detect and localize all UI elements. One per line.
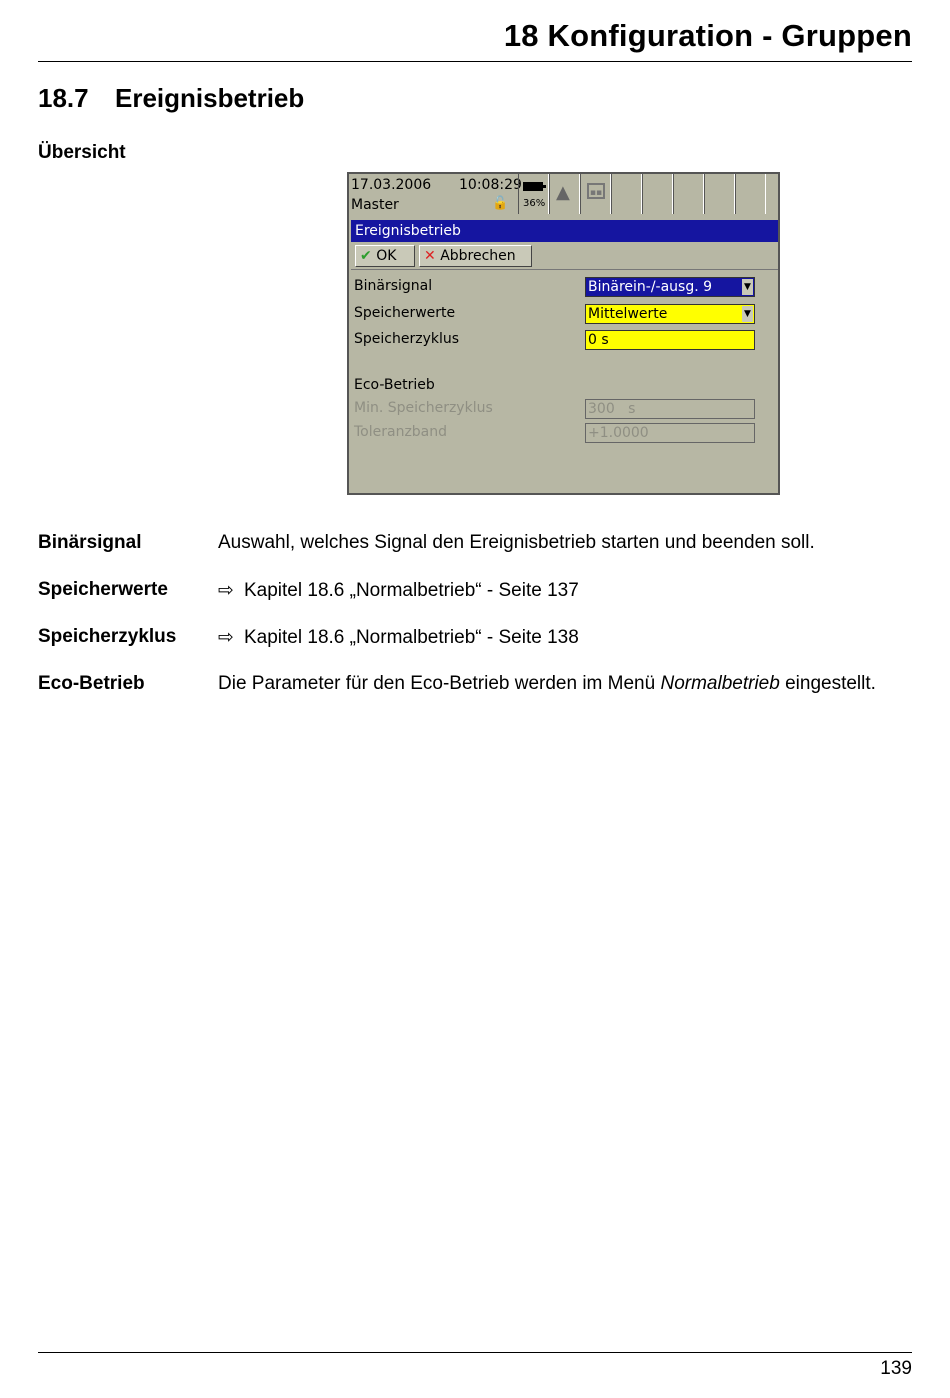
empty-cell: [611, 174, 642, 214]
speicherzyklus-label: Speicherzyklus: [354, 331, 460, 347]
empty-cell: [704, 174, 735, 214]
section-heading: [38, 83, 304, 114]
definition-desc-wrap: [218, 673, 876, 695]
footer-rule: [38, 1352, 912, 1353]
desc-text: Die Parameter für den Eco-Betrieb werden im Menü: [218, 673, 661, 694]
separator: [351, 269, 778, 270]
speicherzyklus-value: 0 s: [588, 332, 609, 348]
tolerance-label: Toleranzband: [354, 424, 448, 440]
section-number: 18.7: [38, 83, 89, 113]
empty-cell: [735, 174, 766, 214]
cross-reference-link[interactable]: Kapitel 18.6 „Normalbetrieb“ - Seite 137: [244, 580, 579, 601]
definition-desc-wrap: [218, 579, 579, 602]
check-icon: ✔: [360, 248, 372, 264]
min-cycle-input: [585, 399, 755, 419]
section-title: Ereignisbetrieb: [115, 83, 305, 113]
speicherzyklus-input[interactable]: [585, 330, 755, 350]
menu-name: Normalbetrieb: [660, 673, 780, 694]
header-rule: [38, 61, 912, 62]
definition-term: Eco-Betrieb: [38, 673, 145, 694]
chevron-down-icon[interactable]: ▼: [742, 306, 753, 322]
eco-heading: Eco-Betrieb: [354, 377, 435, 393]
status-bar: [349, 174, 778, 216]
status-cells: [518, 174, 766, 216]
tolerance-value: +1.0000: [588, 425, 649, 441]
definition-term: Speicherzyklus: [38, 626, 177, 647]
definition-desc-wrap: [218, 626, 579, 649]
bell-icon: ▲: [556, 182, 570, 203]
display-icon: ▪▪: [587, 183, 605, 199]
display-cell[interactable]: [580, 174, 611, 214]
cancel-label: Abbrechen: [440, 248, 516, 264]
battery-icon: [523, 182, 543, 191]
ok-label: OK: [376, 248, 397, 264]
speicherwerte-value: Mittelwerte: [588, 306, 668, 322]
empty-cell: [642, 174, 673, 214]
chapter-title: 18 Konfiguration - Gruppen: [503, 18, 912, 53]
definition-desc: Auswahl, welches Signal den Ereignisbetrieb starten und beenden soll.: [218, 532, 815, 553]
tolerance-input: [585, 423, 755, 443]
cross-icon: ✕: [424, 248, 436, 264]
device-screenshot: [347, 172, 780, 495]
chevron-down-icon[interactable]: ▼: [742, 279, 753, 295]
subheading: Übersicht: [38, 142, 126, 163]
alarm-cell[interactable]: [549, 174, 580, 214]
binaersignal-value: Binärein-/-ausg. 9: [588, 279, 713, 295]
arrow-right-icon: ⇨: [218, 580, 234, 601]
cross-reference-link[interactable]: Kapitel 18.6 „Normalbetrieb“ - Seite 138: [244, 627, 579, 648]
binaersignal-select[interactable]: [585, 277, 755, 297]
battery-cell[interactable]: [518, 174, 549, 214]
battery-percent: 36%: [523, 198, 546, 209]
arrow-right-icon: ⇨: [218, 627, 234, 648]
min-cycle-value: 300 s: [588, 401, 636, 417]
desc-text: eingestellt.: [779, 673, 876, 694]
binaersignal-label: Binärsignal: [354, 278, 433, 294]
ok-button[interactable]: [355, 245, 415, 267]
min-cycle-label: Min. Speicherzyklus: [354, 400, 493, 416]
speicherwerte-label: Speicherwerte: [354, 305, 456, 321]
status-time: 10:08:29: [459, 177, 522, 193]
empty-cell: [673, 174, 704, 214]
definition-term: Binärsignal: [38, 532, 142, 553]
window-title: Ereignisbetrieb: [351, 220, 778, 242]
page-number: 139: [880, 1358, 912, 1379]
status-date: 17.03.2006: [351, 177, 432, 193]
speicherwerte-select[interactable]: [585, 304, 755, 324]
definition-term: Speicherwerte: [38, 579, 168, 600]
lock-icon: 🔓: [492, 196, 509, 211]
status-mode: Master: [351, 197, 399, 213]
cancel-button[interactable]: [419, 245, 532, 267]
